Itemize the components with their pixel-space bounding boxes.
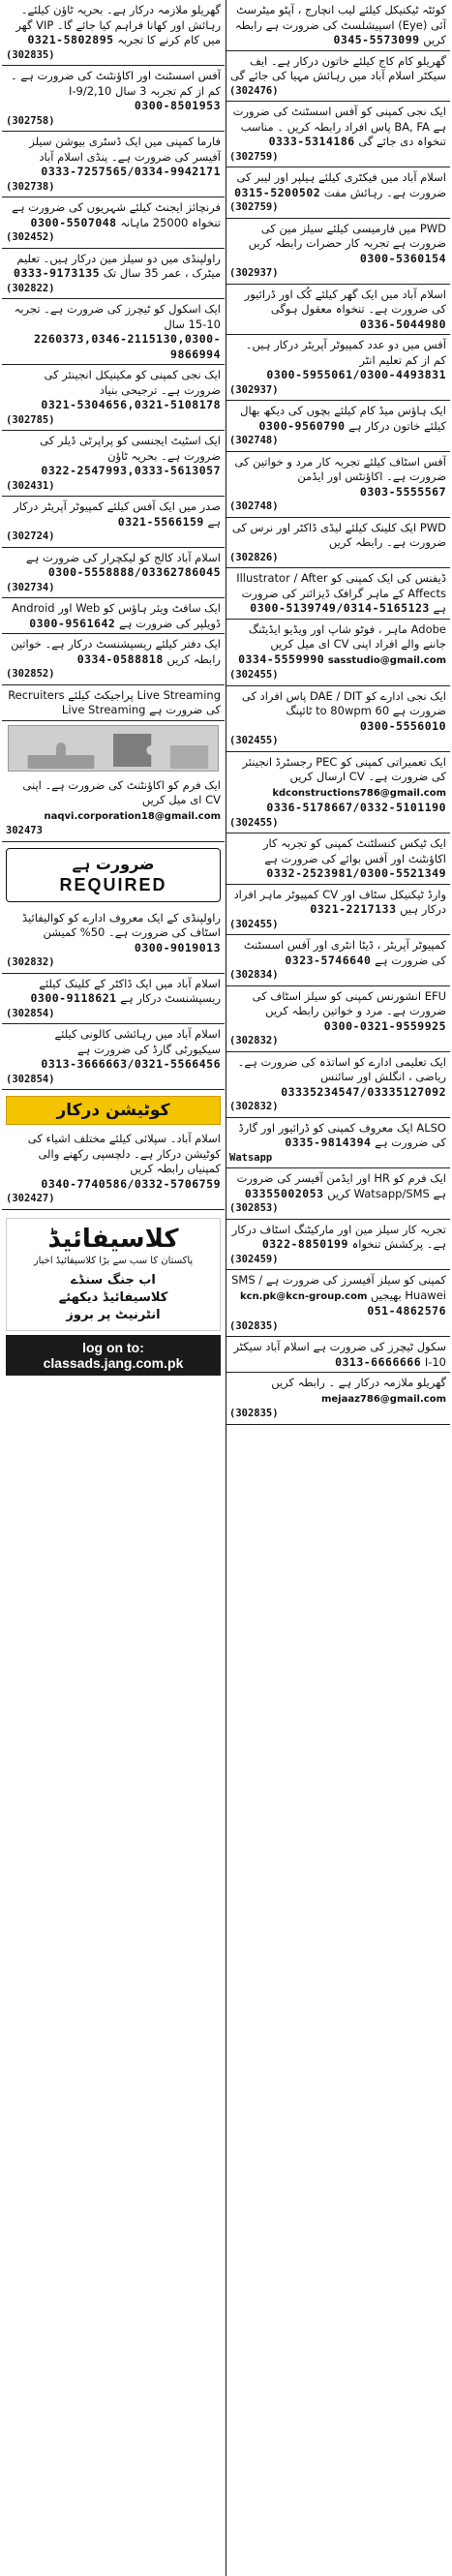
ad-text: راولپنڈی میں دو سیلز مین درکار ہیں۔ تعلیم میٹرک ، عمر 35 سال تک	[16, 251, 221, 280]
ad-text: اسلام آباد میں فیکٹری کیلئے ہیلپر اور لیبر کی ضرورت ہے۔ رہائش مفت	[236, 170, 446, 199]
ad-phone[interactable]: 0300-5360154	[359, 251, 446, 265]
classified-ad	[226, 620, 450, 686]
logon-label: log on to:	[82, 1339, 144, 1355]
classified-ad	[226, 1220, 450, 1271]
ad-text: PWD میں فارمیسی کیلئے سیلز مین کی ضرورت ہے تجربہ کار حضرات رابطہ کریں	[248, 221, 446, 250]
required-english-label: REQUIRED	[59, 874, 167, 894]
classified-ad	[226, 1052, 450, 1118]
left-ads-column	[2, 0, 225, 2576]
classified-ad	[2, 431, 225, 497]
ad-text: ایک نجی کمپنی کو آفس اسسٹنٹ کی ضرورت ہے BA, FA پاس افراد رابطہ کریں ۔ مناسب تنخواہ دی جائے گی	[232, 105, 446, 148]
ad-phone[interactable]: 0333-9173135	[14, 266, 101, 280]
ad-phone[interactable]: 0322-2547993,0333-5613057	[41, 464, 221, 477]
right-ads-column	[226, 0, 450, 2576]
ad-phone[interactable]: 03355002053	[244, 1186, 324, 1200]
ad-text: اسلام آباد۔ سپلائی کیلئے مختلف اشیاء کی کوٹیشن درکار ہے۔ دلچسپی رکھنے والی کمپنیاں رابطہ کریں	[27, 1132, 221, 1175]
ad-text: کمپیوٹر آپریٹر ، ڈیٹا انٹری اور آفس اسسٹنٹ کی ضرورت ہے	[243, 938, 446, 967]
classified-ad	[2, 132, 225, 197]
ad-phone[interactable]: 0300-0321-9559925	[323, 1018, 446, 1033]
classified-ad	[2, 66, 225, 132]
classified-ad	[226, 102, 450, 167]
ad-reference: (302455)	[229, 669, 279, 681]
ad-phone[interactable]: 0303-5555567	[359, 484, 446, 499]
classified-ad	[2, 249, 225, 300]
ad-reference: (302476)	[229, 84, 279, 97]
classified-ad	[226, 219, 450, 285]
left-ads-list-1	[2, 0, 225, 721]
classified-ad	[2, 974, 225, 1025]
ad-text: ایک تعمیراتی کمپنی کو PEC رجسٹرڈ انجینئر کی ضرورت ہے۔ CV ارسال کریں	[242, 754, 446, 783]
ad-text: ایک دفتر کیلئے ریسپشنسٹ درکار ہے۔ خواتین رابطہ کریں	[11, 637, 221, 666]
ad-text: ایک فرم کو HR اور ایڈمن آفیسر کی ضرورت ہے Watsapp/SMS کریں	[236, 1171, 446, 1200]
classified-ad	[2, 775, 225, 842]
ad-phone[interactable]: 0300-5558888/03362786045	[47, 565, 221, 579]
ad-phone[interactable]: 0321-5304656,0321-5108178	[41, 398, 221, 411]
ad-phone[interactable]: 0335-9814394	[285, 1136, 372, 1149]
ad-reference: (302853)	[229, 1202, 279, 1214]
ad-text: گھریلو کام کاج کیلئے خاتون درکار ہے۔ ایف سیکٹر اسلام آباد میں رہائش مہیا کی جائے گی	[230, 53, 446, 82]
ad-text: آفس اسٹاف کیلئے تجربہ کار مرد و خواتین کی ضرورت ہے۔ اکاؤنٹس اور ایڈمن	[234, 454, 446, 483]
ad-reference: (302854)	[6, 1073, 55, 1085]
classified-ad	[226, 518, 450, 569]
ad-text: وارڈ ٹیکنیکل سٹاف اور CV کمپیوٹر ماہر افراد درکار ہیں	[233, 887, 446, 916]
ad-phone[interactable]: 0333-5314186	[268, 135, 355, 148]
recruit-graphic	[8, 725, 219, 772]
ad-phone[interactable]: 0322-8850199	[261, 1237, 348, 1251]
ad-phone[interactable]: 0300-9019013	[134, 940, 221, 955]
ad-text: کوئٹہ ٹیکنیکل کیلئے لیب انچارج ، آپٹو میٹرسٹ آئی (Eye) اسپیشلسٹ کی ضرورت ہے رابطہ کریں	[234, 3, 446, 46]
ad-text: Live Streaming پراجیکٹ کیلئے Recruiters کی ضرورت ہے Live Streaming	[8, 687, 221, 716]
ad-email[interactable]: mejaaz786@gmail.com	[320, 1393, 446, 1405]
ad-text: راولپنڈی کے ایک معروف ادارے کو کوالیفائیڈ اسٹاف کی ضرورت ہے۔ 50% کمیشن	[22, 910, 221, 939]
ad-text: ایک نجی کمپنی کو مکینیکل انجینئر کی ضرورت ہے۔ ترجیحی بنیاد	[44, 368, 221, 397]
ad-reference: (302822)	[6, 282, 55, 294]
classified-ad	[226, 51, 450, 103]
classified-ad	[226, 1118, 450, 1169]
ad-reference: (302759)	[229, 201, 279, 213]
classified-ad	[226, 1168, 450, 1220]
ad-reference: (302854)	[6, 1007, 55, 1019]
ad-text: ایک ہاؤس میڈ کام کیلئے بچوں کی دیکھ بھال کیلئے خاتون درکار ہے	[240, 404, 446, 433]
ad-phone[interactable]: 0323-5746640	[285, 953, 372, 967]
classified-ad	[2, 685, 225, 721]
ad-reference: (302455)	[229, 735, 279, 746]
ad-phone[interactable]: 0300-5556010	[359, 718, 446, 733]
ad-phone[interactable]: 0345-5573099	[333, 33, 420, 46]
ad-text: ایک سافٹ ویئر ہاؤس کو Web اور Android ڈویلپر کی ضرورت ہے	[12, 601, 221, 630]
ad-text: اسلام آباد میں ایک گھر کیلئے کُک اور ڈرائیور کی ضرورت ہے۔ تنخواہ معقول ہوگی	[244, 287, 446, 316]
ad-email[interactable]: sasstudio@gmail.com	[327, 654, 446, 666]
classified-ad	[226, 401, 450, 452]
ad-reference: (302748)	[229, 500, 279, 512]
ad-reference: (302748)	[229, 435, 279, 446]
ad-text: آفس میں دو عدد کمپیوٹر آپریٹر درکار ہیں۔ کم از کم تعلیم انٹر	[245, 338, 446, 367]
classified-ad	[2, 197, 225, 249]
classified-logo-box	[6, 1218, 221, 1331]
ad-text: فارما کمپنی میں ایک ڈسٹری بیوشن سیلز آفیسر کی ضرورت ہے۔ پنڈی اسلام آباد	[29, 135, 221, 164]
ad-reference: Watsapp	[229, 1151, 273, 1164]
ad-reference: (302835)	[229, 1408, 279, 1419]
classified-ad	[226, 885, 450, 936]
ad-text: اسلام آباد میں ایک ڈاکٹر کے کلینک کیلئے ریسپشنسٹ درکار ہے	[39, 976, 221, 1005]
ad-phone[interactable]: 0300-5507048	[30, 215, 117, 229]
ad-reference: (302459)	[229, 1253, 279, 1265]
ad-reference: (302738)	[6, 180, 55, 193]
classified-ad	[2, 0, 225, 66]
ad-text: آفس اسسٹنٹ اور اکاؤنٹنٹ کی ضرورت ہے ۔ کم از کم تجربہ 3 سال I-9/2,10	[10, 69, 221, 98]
ad-text: EFU انشورنس کمپنی کو سیلز اسٹاف کی ضرورت ہے۔ مرد و خواتین رابطہ کریں	[252, 988, 446, 1017]
classified-ad	[2, 1129, 225, 1210]
required-banner	[6, 848, 221, 902]
ad-phone[interactable]: 0340-7740586/0332-5706759	[41, 1176, 221, 1191]
brand-line-3: انٹرنیٹ پر بروز	[66, 1307, 161, 1322]
ad-phone[interactable]: 0315-5200502	[234, 185, 321, 199]
classified-ad	[2, 548, 225, 599]
ad-text: کمپنی کو سیلز آفیسرز کی ضرورت ہے SMS / Huawei بھیجیں	[231, 1273, 446, 1302]
classified-ad	[226, 285, 450, 336]
brand-promo	[13, 1272, 214, 1324]
ad-reference: (302452)	[6, 231, 55, 243]
classified-ad	[226, 1337, 450, 1373]
classified-ad	[2, 365, 225, 431]
ad-text: ڈیفنس کی ایک کمپنی کو Illustrator / After Affects کے ماہر گرافک ڈیزائنر کی ضرورت ہے	[236, 571, 446, 615]
ad-email[interactable]: kdconstructions786@gmail.com	[272, 787, 446, 799]
classified-ad	[2, 1024, 225, 1090]
ad-reference: (302832)	[229, 1035, 279, 1046]
ad-reference: (302758)	[6, 114, 55, 127]
classified-ad	[226, 986, 450, 1052]
classified-ad	[2, 634, 225, 685]
ad-reference: (302455)	[229, 816, 279, 829]
ad-reference: (302937)	[229, 383, 279, 396]
ad-phone[interactable]: 0321-2217133	[310, 902, 397, 916]
ad-phone[interactable]: 0300-9561642	[29, 616, 116, 630]
ad-reference: (302785)	[6, 413, 55, 426]
left-ads-list-2	[2, 908, 225, 1091]
ad-text: ALSO ایک معروف کمپنی کو ڈرائیور اور گارڈ کی ضرورت ہے	[238, 1120, 446, 1149]
ad-reference: (302455)	[229, 918, 279, 930]
classified-ad	[226, 167, 450, 219]
ad-phone[interactable]: 0313-6666666	[335, 1354, 422, 1369]
website-link[interactable]: classads.jang.com.pk	[43, 1354, 184, 1371]
ad-text: PWD ایک کلینک کیلئے لیڈی ڈاکٹر اور نرس کی ضرورت ہے۔ رابطہ کریں	[231, 520, 446, 549]
classified-ad	[2, 497, 225, 548]
ad-phone[interactable]: 0321-5566159	[117, 514, 204, 529]
ad-phone[interactable]: 0300-5139749/0314-5165123	[250, 601, 430, 615]
ad-phone[interactable]: 2260373,0346-2115130,0300-9866994	[33, 332, 221, 361]
ad-text: اسلام آباد کالج کو لیکچرار کی ضرورت ہے	[25, 550, 221, 564]
ad-text: صدر میں ایک آفس کیلئے کمپیوٹر آپریٹر درکار ہے	[14, 500, 221, 529]
classified-ad	[226, 568, 450, 620]
quotation-heading: کوٹیشن درکار	[6, 1096, 221, 1125]
ad-reference: (302835)	[6, 48, 55, 61]
classified-ad	[226, 452, 450, 518]
ad-phone[interactable]: 0336-5044980	[359, 317, 446, 331]
ad-phone[interactable]: 0313-3666663/0321-5566456	[41, 1057, 221, 1071]
ad-text: ایک ٹیکس کنسلٹنٹ کمپنی کو تجربہ کار اکاؤنٹنٹ اور آفس بوائے کی ضرورت ہے	[262, 836, 446, 865]
ad-phone[interactable]: 0300-5955061/0300-4493831	[266, 368, 446, 381]
ad-reference: (302427)	[6, 1193, 55, 1204]
ad-reference: 302473	[6, 825, 43, 836]
ad-phone[interactable]: 0336-5178667/0332-5101190	[266, 801, 446, 814]
ad-reference: (302832)	[6, 956, 55, 968]
website-banner[interactable]	[6, 1335, 221, 1376]
ad-reference: (302835)	[229, 1319, 279, 1332]
required-urdu-label: ضرورت ہے	[72, 854, 155, 873]
brand-line-2: کلاسیفائیڈ دیکھئے	[58, 1289, 168, 1305]
ad-phone[interactable]: 0300-9118621	[30, 991, 117, 1005]
ad-reference: (302937)	[229, 267, 279, 279]
ad-phone[interactable]: 03335234547/03335127092	[281, 1084, 446, 1099]
classified-ad	[226, 335, 450, 401]
ad-reference: (302852)	[6, 668, 55, 680]
ad-phone[interactable]: 0334-0588818	[76, 652, 164, 666]
ad-text: تجربہ کار سیلز مین اور مارکیٹنگ اسٹاف درکار ہے۔ پرکشش تنخواہ	[231, 1222, 446, 1251]
classified-ad	[2, 908, 225, 974]
classified-ad	[226, 0, 450, 51]
classified-ad	[226, 935, 450, 986]
ad-text: گھریلو ملازمہ درکار ہے۔ بحریہ ٹاؤن کیلئے۔ رہائش اور کھانا فراہم کیا جائے گا۔ VIP گھر میں کام کرنے کا تجربہ	[15, 3, 221, 46]
classified-ad	[2, 299, 225, 365]
ad-reference: (302759)	[229, 150, 279, 163]
classified-ad	[2, 598, 225, 634]
ad-phone[interactable]: 0333-7257565/0334-9942171	[41, 165, 221, 178]
ad-phone[interactable]: 0300-8501953	[134, 99, 221, 112]
ad-text: اسلام آباد میں رہائشی کالونی کیلئے سیکیورٹی گارڈ کی ضرورت ہے	[54, 1027, 221, 1056]
left-ads-list-mail	[2, 775, 225, 842]
ad-phone[interactable]: 0321-5802895	[27, 33, 114, 46]
brand-title: کلاسیفائیڈ	[47, 1224, 179, 1254]
ad-text: ایک فرم کو اکاؤنٹنٹ کی ضرورت ہے۔ اپنی CV ای میل کریں	[22, 777, 221, 806]
ad-text: ایک اسٹیٹ ایجنسی کو پراپرٹی ڈیلر کی ضرورت ہے۔ بحریہ ٹاؤن	[40, 434, 221, 463]
ad-text: ایک اسکول کو ٹیچرز کی ضرورت ہے۔ تجربہ 10-15 سال	[14, 302, 221, 331]
ad-email[interactable]: naqvi.corporation18@gmail.com	[44, 810, 221, 822]
ad-phone[interactable]: 0334-5559990	[238, 652, 325, 666]
ad-phone[interactable]: 051-4862576	[367, 1304, 446, 1318]
classified-ad	[226, 833, 450, 885]
ad-reference: (302832)	[229, 1101, 279, 1112]
classified-ad	[226, 752, 450, 834]
ad-email[interactable]: kcn.pk@kcn-group.com	[239, 1290, 368, 1302]
ad-phone[interactable]: 0300-9560790	[258, 418, 346, 433]
brand-line-1: اب جنگ سنڈے	[71, 1272, 156, 1288]
ad-reference: (302834)	[229, 969, 279, 981]
ad-text: ایک تعلیمی ادارے کو اساتذہ کی ضرورت ہے۔ ریاضی ، انگلش اور سائنس	[237, 1054, 446, 1083]
classified-ad	[226, 1373, 450, 1425]
ad-reference: (302724)	[6, 530, 55, 542]
classified-ad	[226, 686, 450, 752]
ad-text: سکول ٹیچرز کی ضرورت ہے اسلام آباد سیکٹر I-10	[233, 1340, 446, 1369]
ad-phone[interactable]: 0332-2523981/0300-5521349	[266, 866, 446, 880]
ad-text: Adobe ماہر ، فوٹو شاپ اور ویڈیو ایڈیٹنگ جاننے والے افراد اپنی CV ای میل کریں	[248, 621, 446, 651]
ad-reference: (302431)	[6, 479, 55, 492]
ad-text: ایک نجی ادارے کو DAE / DIT پاس افراد کی ضرورت ہے 60 to 80wpm ٹائپنگ	[241, 688, 446, 717]
ad-reference: (302734)	[6, 581, 55, 593]
classified-ad	[226, 1270, 450, 1337]
ad-text: گھریلو ملازمہ درکار ہے ۔ رابطہ کریں	[271, 1376, 446, 1389]
brand-subtitle: پاکستان کا سب سے بڑا کلاسیفائیڈ اخبار	[33, 1255, 194, 1266]
left-ads-list-3	[2, 1129, 225, 1210]
ad-text: فرنچائز ایجنٹ کیلئے شہریوں کی ضرورت ہے تنخواہ 25000 ماہانہ	[12, 200, 221, 229]
ad-reference: (302826)	[229, 551, 279, 563]
